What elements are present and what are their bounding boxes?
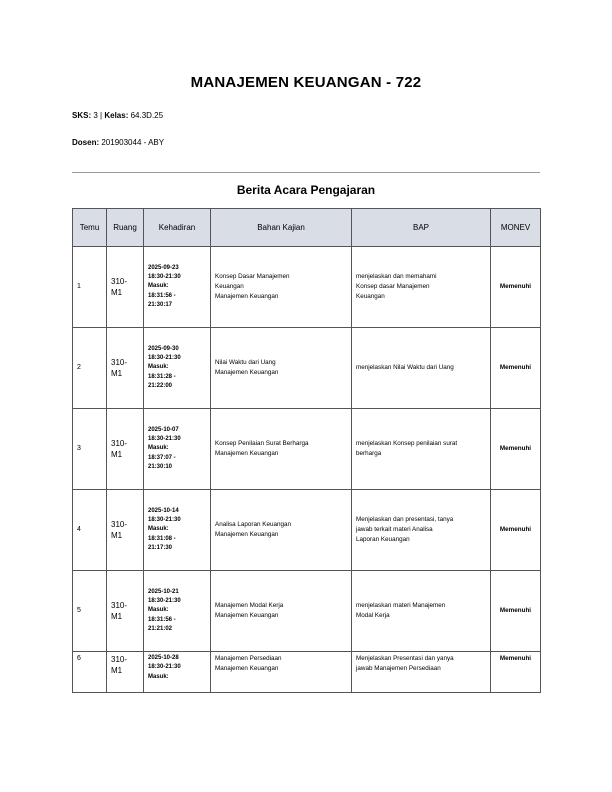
cell-bahan-kajian: Manajemen Modal Kerja Manajemen Keuangan [211,571,352,652]
lecturer-meta [72,138,164,147]
cell-kehadiran: 2025-10-28 18:30-21:30 Masuk: [144,652,211,693]
cell-bahan-kajian: Konsep Penilaian Surat Berharga Manajemen Keuangan [211,409,352,490]
kelas-label: Kelas: [104,111,129,120]
section-title: Berita Acara Pengajaran [236,183,376,197]
table-row [73,409,541,490]
cell-kehadiran: 2025-10-14 18:30-21:30 Masuk: 18:31:08 - 21:17:30 [144,490,211,571]
table-row [73,652,541,693]
cell-ruang: 310- M1 [107,247,144,328]
col-ruang: Ruang [107,209,144,247]
cell-temu: 2 [73,328,107,409]
bap-table [72,208,541,693]
dosen-value: 201903044 - ABY [101,138,165,147]
cell-bap: menjelaskan materi Manajemen Modal Kerja [352,571,491,652]
cell-monev: Memenuhi [491,247,541,328]
cell-bap: Menjelaskan dan presentasi, tanya jawab terkait materi Analisa Laporan Keuangan [352,490,491,571]
cell-kehadiran: 2025-09-30 18:30-21:30 Masuk: 18:31:28 - 21:22:00 [144,328,211,409]
cell-monev: Memenuhi [491,409,541,490]
cell-kehadiran: 2025-10-07 18:30-21:30 Masuk: 18:37:07 - 21:30:10 [144,409,211,490]
sks-value: 3 [93,111,98,120]
dosen-label: Dosen: [72,138,100,147]
sks-label: SKS: [72,111,92,120]
cell-bahan-kajian: Manajemen Persediaan Manajemen Keuangan [211,652,352,693]
table-header-row [73,209,541,247]
cell-kehadiran: 2025-10-21 18:30-21:30 Masuk: 18:31:56 - 21:21:02 [144,571,211,652]
table-row [73,571,541,652]
cell-ruang: 310- M1 [107,490,144,571]
kelas-value: 64.3D.25 [130,111,164,120]
cell-temu: 4 [73,490,107,571]
col-temu: Temu [73,209,107,247]
cell-kehadiran: 2025-09-23 18:30-21:30 Masuk: 18:31:56 - 21:30:17 [144,247,211,328]
cell-monev: Memenuhi [491,571,541,652]
table-row [73,247,541,328]
cell-bap: Menjelaskan Presentasi dan yanya jawab Manajemen Persediaan [352,652,491,693]
table-row [73,328,541,409]
divider [72,172,540,173]
cell-temu: 3 [73,409,107,490]
page-title: MANAJEMEN KEUANGAN - 722 [190,74,422,91]
cell-ruang: 310- M1 [107,652,144,693]
course-meta [72,111,163,120]
cell-ruang: 310- M1 [107,571,144,652]
col-bap: BAP [352,209,491,247]
cell-ruang: 310- M1 [107,409,144,490]
cell-temu: 5 [73,571,107,652]
cell-bap: menjelaskan Konsep penilaian surat berharga [352,409,491,490]
col-kehadiran: Kehadiran [144,209,211,247]
cell-bahan-kajian: Nilai Waktu dari Uang Manajemen Keuangan [211,328,352,409]
table-row [73,490,541,571]
col-bahan-kajian: Bahan Kajian [211,209,352,247]
cell-bap: menjelaskan dan memahami Konsep dasar Manajemen Keuangan [352,247,491,328]
cell-ruang: 310- M1 [107,328,144,409]
cell-temu: 6 [73,652,107,693]
cell-temu: 1 [73,247,107,328]
cell-bahan-kajian: Konsep Dasar Manajemen Keuangan Manajemen Keuangan [211,247,352,328]
meta-separator: | [100,111,103,120]
cell-bap: menjelaskan Nilai Waktu dari Uang [352,328,491,409]
cell-bahan-kajian: Analisa Laporan Keuangan Manajemen Keuangan [211,490,352,571]
cell-monev: Memenuhi [491,490,541,571]
cell-monev: Memenuhi [491,328,541,409]
cell-monev: Memenuhi [491,652,541,693]
col-monev: MONEV [491,209,541,247]
